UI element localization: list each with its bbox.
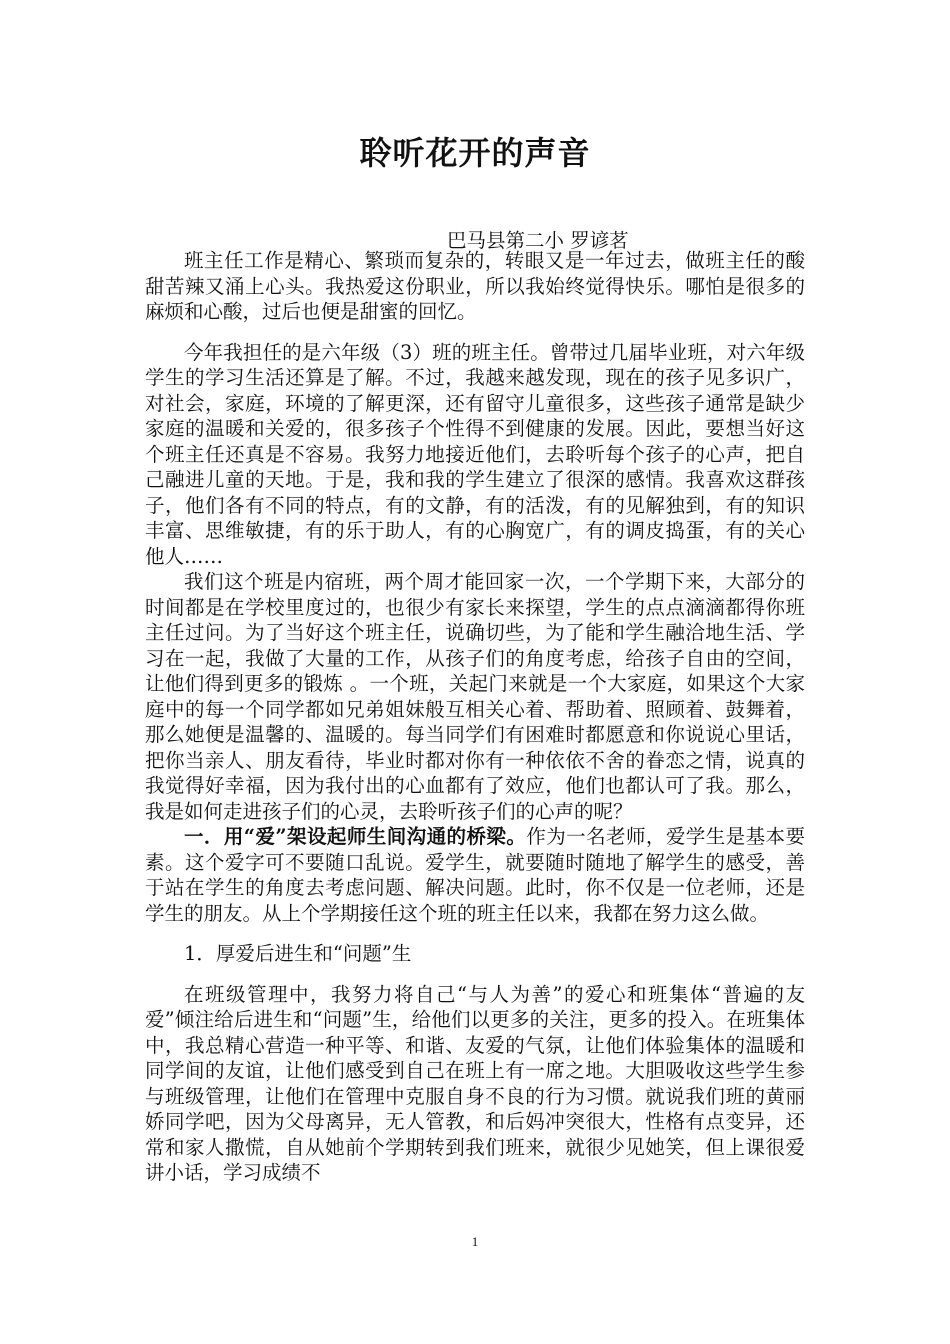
paragraph-class-management: 在班级管理中，我努力将自己“与人为善”的爱心和班集体“普遍的友爱”倾注给后进生和“问题”生，给他们以更多的关注，更多的投入。在班集体中，我总精心营造一种平等、和谐、友爱的气氛，让他们体验集体的温暖和同学间的友谊，让他们感受到自己在班上有一席之地。大胆吸收这些学生参与班级管理，让他们在管理中克服自身不良的行为习惯。就说我们班的黄丽娇同学吧，因为父母离异，无人管教，和后妈冲突很大，性格有点变异，还常和家人撒慌，自从她前个学期转到我们班来，就很少见她笑，但上课很爱讲小话，学习成绩不: [145, 982, 805, 1184]
paragraph-class-overview: 今年我担任的是六年级（3）班的班主任。曾带过几届毕业班，对六年级学生的学习生活还算是了解。不过，我越来越发现，现在的孩子见多识广，对社会，家庭，环境的了解更深，还有留守儿童很多，这些孩子通常是缺少家庭的温暖和关爱的，很多孩子个性得不到健康的发展。因此，要想当好这个班主任还真是不容易。我努力地接近他们，去聆听每个孩子的心声，把自己融进儿童的天地。于是，我和我的学生建立了很深的感情。我喜欢这群孩子，他们各有不同的特点，有的文静，有的活泼，有的见解独到，有的知识丰富、思维敏捷，有的乐于助人，有的心胸宽广，有的调皮捣蛋，有的关心他人……: [145, 340, 805, 568]
section-1-paragraph: [145, 824, 805, 926]
document-title: 聆听花开的声音: [359, 134, 591, 172]
paragraph-boarding-class: 我们这个班是内宿班，两个周才能回家一次，一个学期下来，大部分的时间都是在学校里度过的，也很少有家长来探望，学生的点点滴滴都得你班主任过问。为了当好这个班主任，说确切些，为了能和学生融洽地生活、学习在一起，我做了大量的工作，从孩子们的角度考虑，给孩子自由的空间，让他们得到更多的锻炼 。一个班，关起门来就是一个大家庭，如果这个大家庭中的每一个同学都如兄弟姐妹般互相关心着、帮助着、照顾着、鼓舞着，那么她便是温馨的、温暖的。每当同学们有困难时都愿意和你说说心里话，把你当亲人、朋友看待，毕业时都对你有一种依依不舍的眷恋之情，说真的我觉得好幸福，因为我付出的心血都有了效应，他们也都认可了我。那么，我是如何走进孩子们的心灵，去聆听孩子们的心声的呢？: [145, 570, 805, 823]
section-1-heading: 一．用“爱”架设起师生间沟通的桥梁。: [184, 825, 527, 848]
author-line: 巴马县第二小 罗谚茗: [447, 229, 629, 252]
page-number: 1: [471, 1234, 479, 1249]
paragraph-intro: 班主任工作是精心、繁琐而复杂的，转眼又是一年过去，做班主任的酸甜苦辣又涌上心头。我热爱这份职业，所以我始终觉得快乐。哪怕是很多的麻烦和心酸，过后也便是甜蜜的回忆。: [145, 249, 805, 323]
document-body: [145, 248, 805, 1186]
subheading-1: 1．厚爱后进生和“问题”生: [184, 942, 412, 965]
section-1-text: 作为一名老师，爱学生是基本要素。这个爱字可不要随口乱说。爱学生，就要随时随地了解学生的感受，善于站在学生的角度去考虑问题、解决问题。此时，你不仅是一位老师，还是学生的朋友。从上个学期接任这个班的班主任以来，我都在努力这么做。: [145, 825, 805, 925]
